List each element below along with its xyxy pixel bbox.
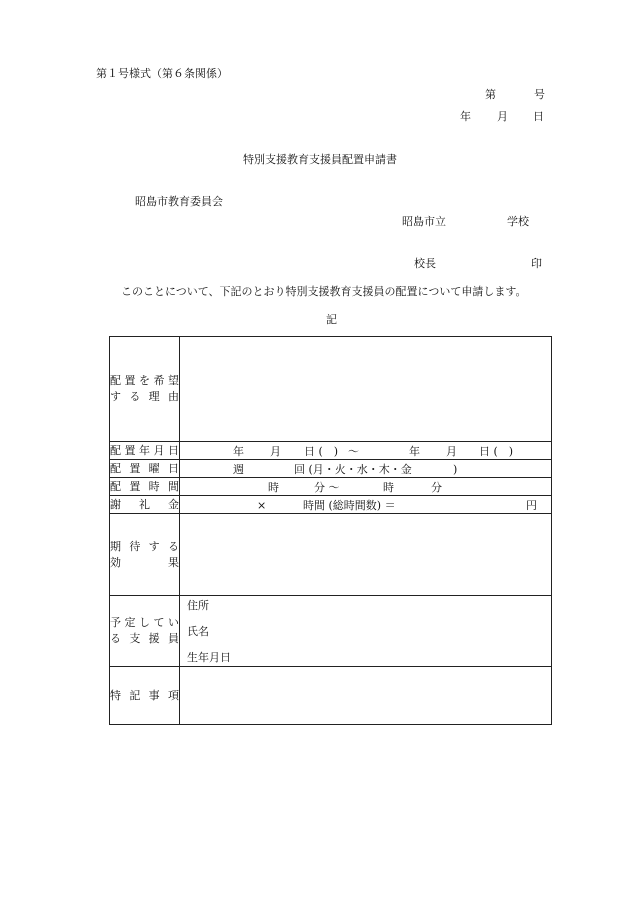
notes-label: 特 記 事 項 [110, 667, 180, 725]
date-row [110, 442, 552, 460]
date-day: 日 [533, 110, 544, 123]
seal-mark: 印 [531, 257, 542, 270]
helper-field[interactable] [180, 596, 552, 667]
helper-name-label: 氏名 [187, 625, 209, 638]
school-suffix: 学校 [507, 215, 529, 228]
fee-field[interactable]: × 時間 (総時間数) ＝ 円 [180, 496, 552, 514]
application-table [109, 336, 552, 725]
notes-row [110, 667, 552, 725]
helper-label: 予定してい る 支 援 員 [110, 596, 180, 667]
helper-address-label: 住所 [187, 599, 209, 612]
reason-label: 配置を希望 す る 理 由 [110, 337, 180, 442]
intro-text: このことについて、下記のとおり特別支援教育支援員の配置について申請します。 [121, 285, 527, 298]
reason-row [110, 337, 552, 442]
principal-label: 校長 [414, 257, 436, 270]
time-field[interactable]: 時 分 〜 時 分 [180, 478, 552, 496]
weekday-row [110, 460, 552, 478]
reason-field[interactable] [180, 337, 552, 442]
time-label: 配 置 時 間 [110, 478, 180, 496]
helper-birth-label: 生年月日 [187, 651, 231, 664]
fee-label: 謝 礼 金 [110, 496, 180, 514]
effect-row [110, 514, 552, 596]
effect-field[interactable] [180, 514, 552, 596]
helper-row [110, 596, 552, 667]
date-field[interactable]: 年 月 日 ( ) ～ 年 月 日 ( ) [180, 442, 552, 460]
effect-label: 期 待 す る 効 果 [110, 514, 180, 596]
time-row [110, 478, 552, 496]
date-year: 年 [460, 110, 471, 123]
weekday-field[interactable]: 週 回 (月・火・水・木・金 ) [180, 460, 552, 478]
fee-row [110, 496, 552, 514]
school-prefix: 昭島市立 [402, 215, 446, 228]
doc-no-prefix: 第 [485, 88, 496, 101]
date-month: 月 [497, 110, 508, 123]
ki-heading: 記 [326, 313, 337, 326]
weekday-label: 配 置 曜 日 [110, 460, 180, 478]
notes-field[interactable] [180, 667, 552, 725]
doc-no-suffix: 号 [534, 88, 545, 101]
addressee: 昭島市教育委員会 [135, 195, 223, 208]
form-number: 第１号様式（第６条関係） [96, 67, 228, 80]
date-label: 配置年月日 [110, 442, 180, 460]
document-title: 特別支援教育支援員配置申請書 [243, 153, 397, 166]
